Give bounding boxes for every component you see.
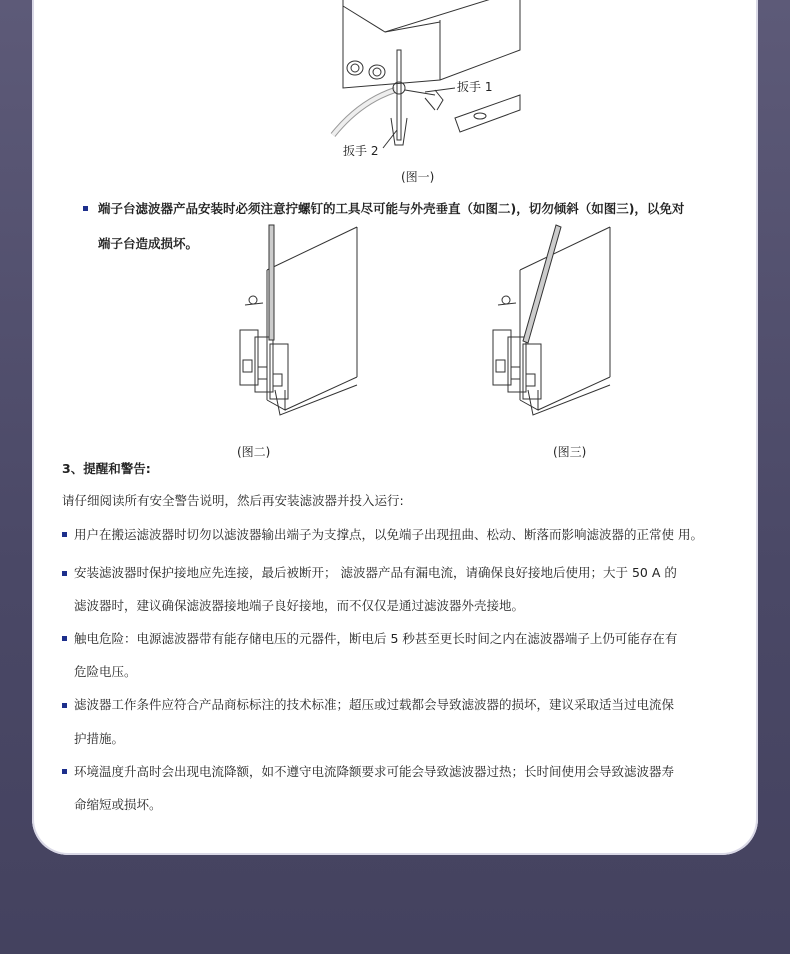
bullet-marker: [62, 636, 67, 641]
figure-3-tilted-tool: [478, 225, 618, 420]
warning-5-line2: 命缩短或损坏。: [74, 797, 162, 812]
figure-1-wrench-illustration: [325, 0, 525, 158]
warning-2-line2: 滤波器时，建议确保滤波器接地端子良好接地，而不仅仅是通过滤波器外壳接地。: [74, 598, 525, 613]
bullet-marker: [62, 532, 67, 537]
install-note-line2: 端子台造成损坏。: [98, 236, 199, 251]
warning-5-line1: 环境温度升高时会出现电流降额，如不遵守电流降额要求可能会导致滤波器过热；长时间使用会导致滤波器寿: [74, 764, 675, 779]
wrench-2-label: 扳手 2: [343, 144, 379, 158]
bullet-marker: [62, 571, 67, 576]
warning-4-line2: 护措施。: [74, 731, 125, 746]
bullet-marker: [62, 703, 67, 708]
warning-2-line1: 安装滤波器时保护接地应先连接，最后被断开； 滤波器产品有漏电流，请确保良好接地后使用；大于 50 A 的: [74, 565, 677, 580]
warning-4-line1: 滤波器工作条件应符合产品商标标注的技术标准；超压或过载都会导致滤波器的损坏，建议采取适当过电流保: [74, 697, 675, 712]
section-3-heading: 3、提醒和警告:: [62, 461, 151, 476]
bullet-marker: [62, 769, 67, 774]
warning-1-line1: 用户在搬运滤波器时切勿以滤波器输出端子为支撑点，以免端子出现扭曲、松动、断落而影响滤波器的正常使 用。: [74, 527, 703, 542]
warning-3-line1: 触电危险：电源滤波器带有能存储电压的元器件，断电后 5 秒甚至更长时间之内在滤波器端子上仍可能存在有: [74, 631, 678, 646]
figure-2-caption: (图二): [237, 445, 271, 459]
install-note-line1: 端子台滤波器产品安装时必须注意拧螺钉的工具尽可能与外壳垂直（如图二)，切勿倾斜（如图三)，以免对: [98, 201, 685, 216]
warning-3-line2: 危险电压。: [74, 664, 137, 679]
figure-2-vertical-tool: [225, 225, 365, 420]
figure-3-caption: (图三): [553, 445, 587, 459]
bullet-marker: [83, 206, 88, 211]
figure-1-caption: (图一): [401, 170, 435, 184]
section-3-intro: 请仔细阅读所有安全警告说明，然后再安装滤波器并投入运行:: [62, 493, 404, 508]
wrench-1-label: 扳手 1: [457, 80, 493, 94]
